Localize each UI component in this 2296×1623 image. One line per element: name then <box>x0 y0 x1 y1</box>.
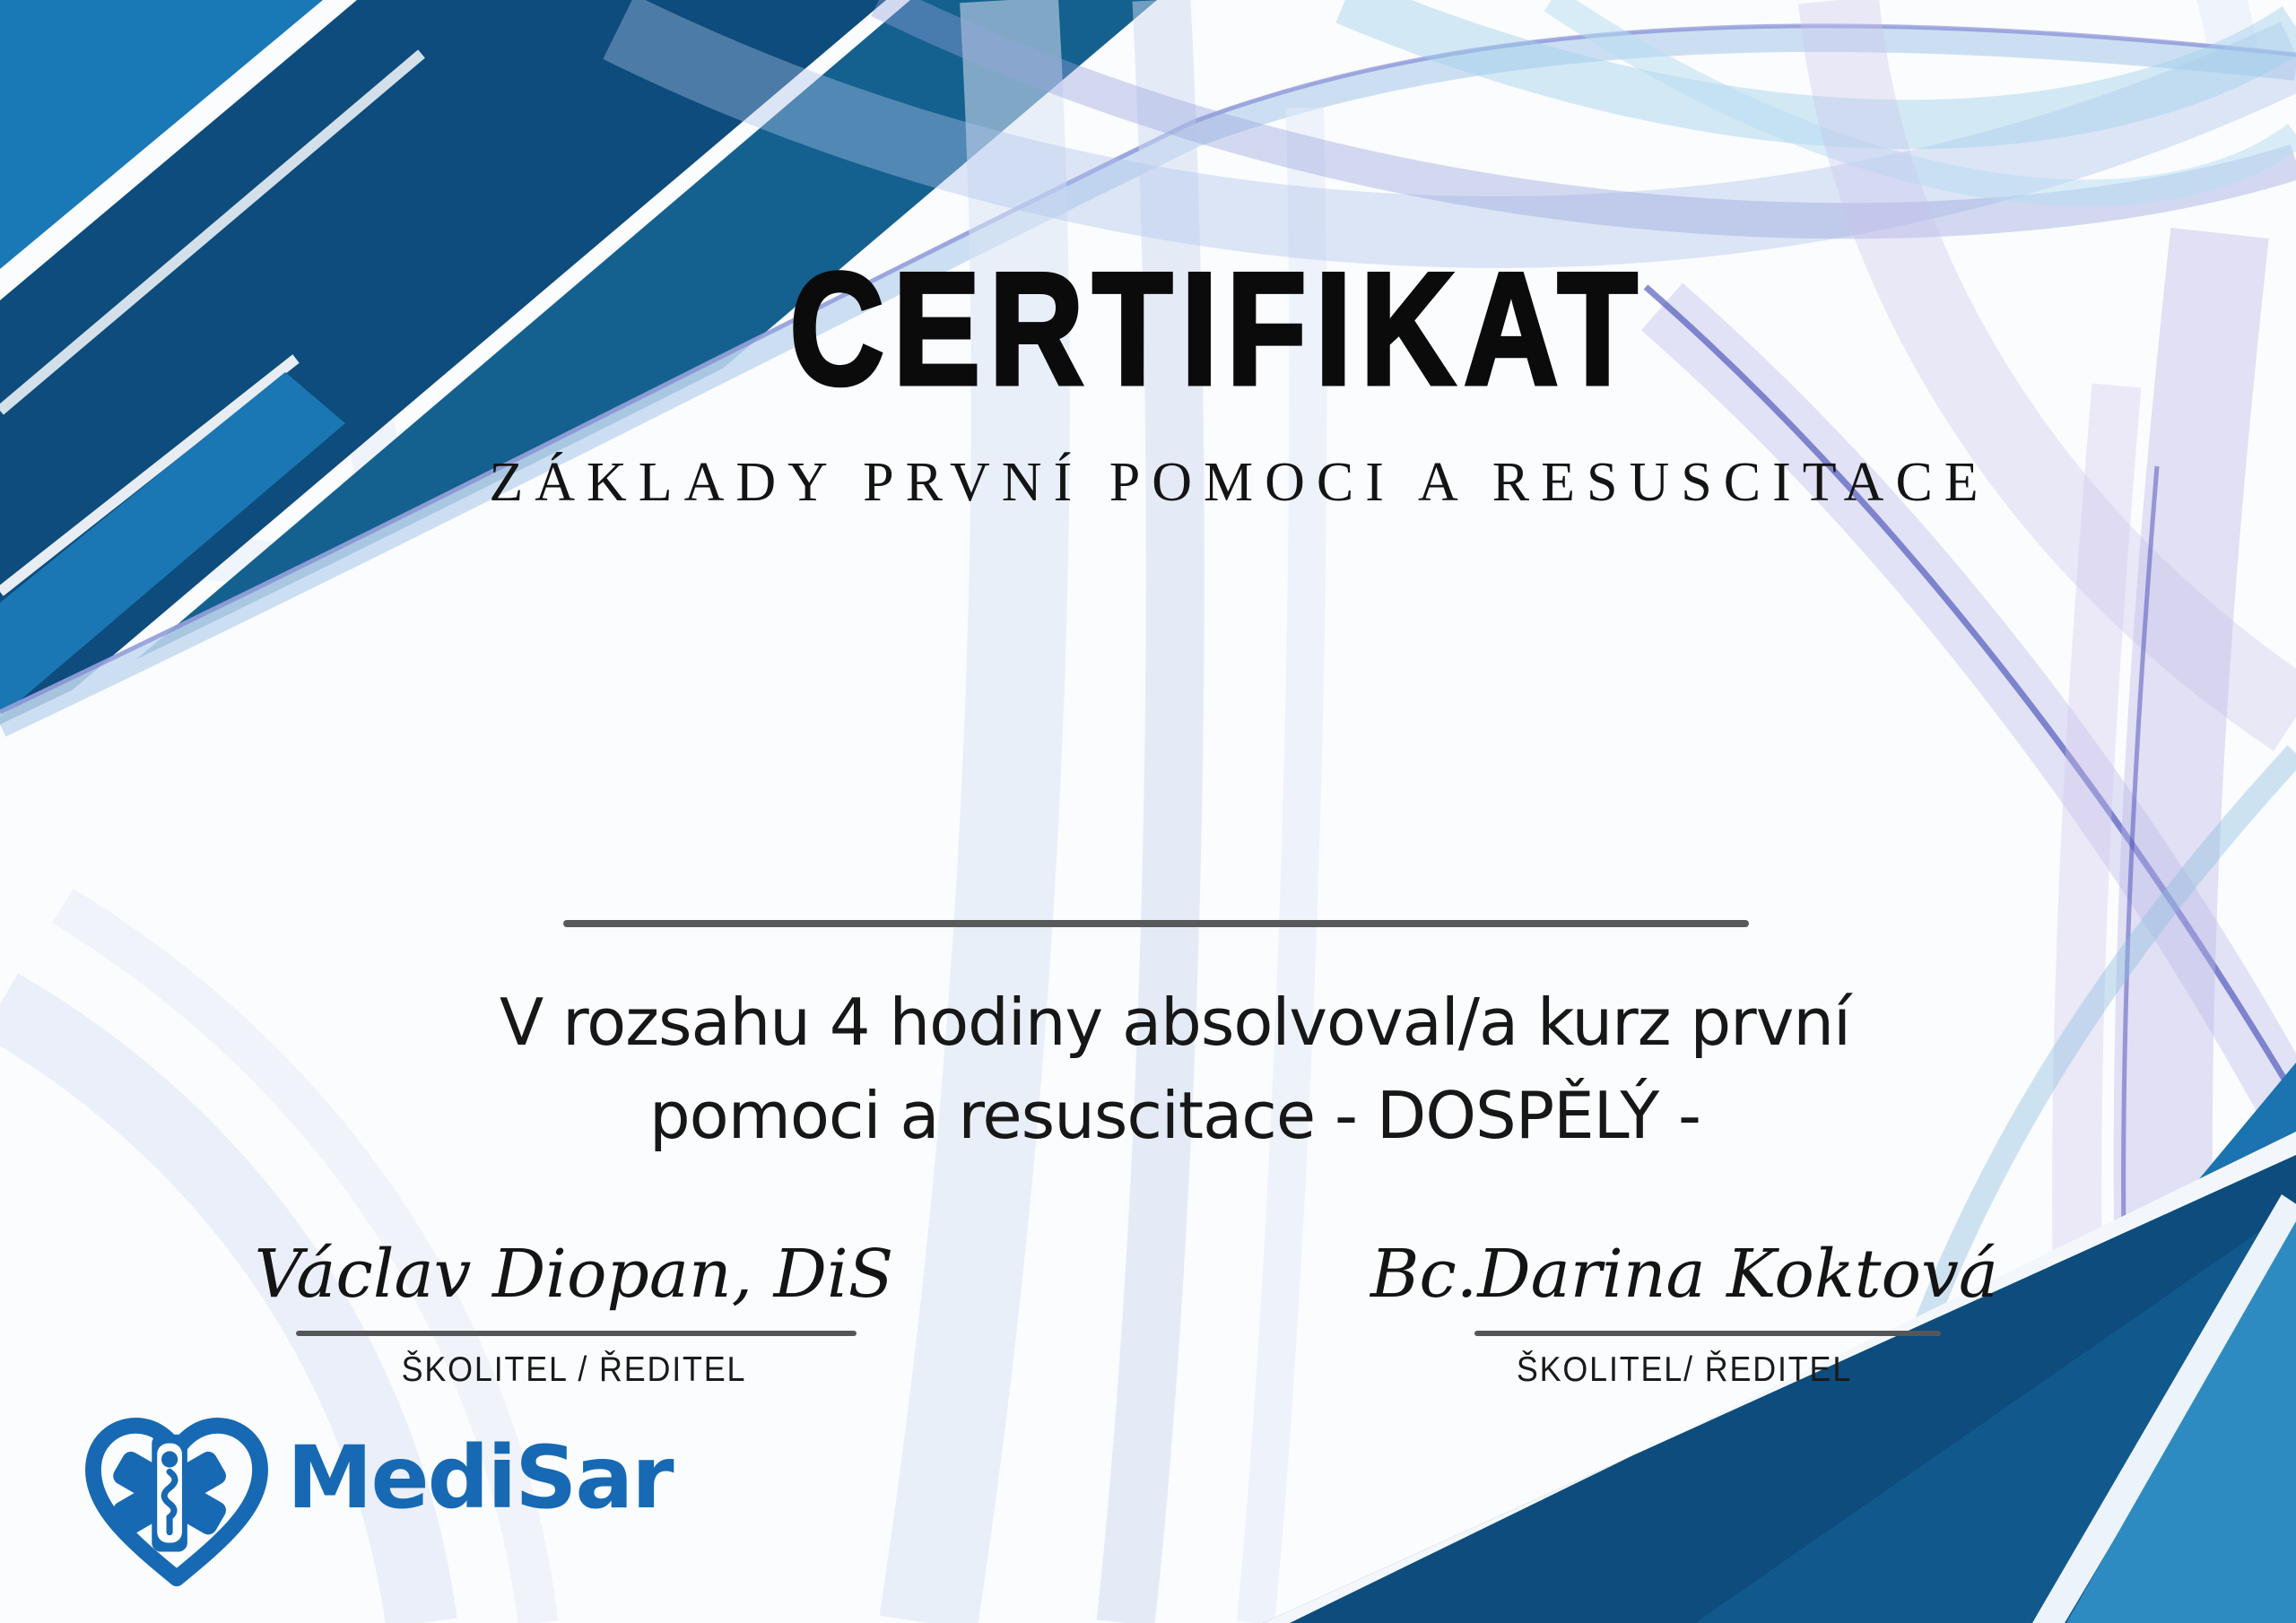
recipient-name-line <box>563 920 1749 927</box>
signature-underline-right <box>1474 1331 1941 1336</box>
certificate-title: CERTIFIKAT <box>789 239 1647 418</box>
medisar-wordmark: MediSar <box>287 1428 673 1528</box>
certificate-subtitle: ZÁKLADY PRVNÍ POMOCI A RESUSCITACE <box>489 452 1990 513</box>
body-text-line1: V rozsahu 4 hodiny absolvoval/a kurz první <box>500 985 1850 1060</box>
medisar-logo <box>79 1415 673 1593</box>
signature-block-left <box>254 1236 1213 1389</box>
signature-name-left: Václav Diopan, DiS <box>254 1236 894 1313</box>
signature-role-left: ŠKOLITEL / ŘEDITEL <box>401 1350 747 1389</box>
signature-role-right: ŠKOLITEL/ ŘEDITEL <box>1516 1350 1853 1389</box>
signature-underline-left <box>296 1331 857 1336</box>
signature-block-right <box>1370 1236 2296 1389</box>
body-text-line2: pomoci a resuscitace - DOSPĚLÝ - <box>648 1078 1701 1153</box>
certificate-body-text <box>500 976 1850 1162</box>
signature-name-right: Bc.Darina Koktová <box>1370 1236 1999 1313</box>
heart-star-of-life-icon <box>79 1415 274 1593</box>
